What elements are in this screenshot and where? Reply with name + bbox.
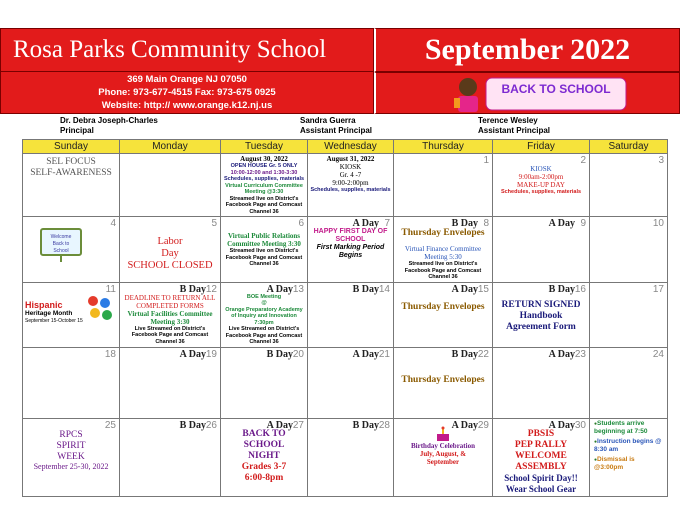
week-row-3 xyxy=(23,282,668,347)
week-row-5 xyxy=(23,418,668,496)
cell-sep-7: A Day 7 HAPPY FIRST DAY OF SCHOOL First Marking Period Begins xyxy=(308,217,394,283)
cell-sep-25: 25 RPCS SPIRIT WEEK September 25-30, 2022 xyxy=(23,418,120,496)
week-row-1 xyxy=(23,154,668,217)
website[interactable]: Website: http:// www.orange.k12.nj.us xyxy=(101,100,273,111)
month-title: September 2022 xyxy=(424,33,631,66)
cell-sep-3: 3 xyxy=(590,154,668,217)
cell-sep-11: 11 Hispanic Heritage Month September 15-October 15 xyxy=(23,282,120,347)
cell-aug-28: SEL FOCUS SELF-AWARENESS xyxy=(23,154,120,217)
cell-sep-2: 2 KIOSK 9:00am-2:00pm MAKE-UP DAY Schedules, supplies, materials xyxy=(493,154,590,217)
address: 369 Main Orange NJ 07050 xyxy=(127,74,247,85)
cell-sep-8: B Day 8 Thursday Envelopes Virtual Finance Committee Meeting 5:30 Streamed live on District's Facebook Page and Comcast Channel 36 xyxy=(394,217,493,283)
cell-sep-27: A Day 27 BACK TO SCHOOL NIGHT Grades 3-7 6:00-8pm xyxy=(221,418,308,496)
cell-aug-30: August 30, 2022 OPEN HOUSE Gr. 5 ONLY 10:00-12:00 and 1:30-3:30 Schedules, supplies, materials Virtual Curriculum Committee Meeting @3:30 Streamed live on District's Facebook Page and Comcast Channel 36 xyxy=(221,154,308,217)
cell-sep-14: B Day 14 xyxy=(308,282,394,347)
principals-row xyxy=(0,114,680,138)
back-to-school-graphic xyxy=(446,74,636,114)
svg-text:Back to: Back to xyxy=(52,241,70,247)
cell-sep-16: B Day 16 RETURN SIGNED Handbook Agreement Form xyxy=(493,282,590,347)
phone-fax: Phone: 973-677-4515 Fax: 973-675 0925 xyxy=(98,87,276,98)
cell-aug-29 xyxy=(120,154,221,217)
calendar-page xyxy=(0,28,680,494)
weekday-wednesday: Wednesday xyxy=(308,140,394,154)
cell-sep-22: B Day 22 Thursday Envelopes xyxy=(394,347,493,418)
school-name: Rosa Parks Community School xyxy=(13,36,327,63)
week-row-2 xyxy=(23,217,668,283)
cell-sep-19: A Day 19 xyxy=(120,347,221,418)
cell-sep-1: 1 xyxy=(394,154,493,217)
back-to-school-text: BACK TO SCHOOL xyxy=(501,82,611,96)
cell-sep-10: 10 xyxy=(590,217,668,283)
cell-sep-5: 5 Labor Day SCHOOL CLOSED xyxy=(120,217,221,283)
cell-sep-13: A Day 13 BOE Meeting @ Orange Preparatory Academy of Inquiry and Innovation 7:30pm Live Streamed on District's Facebook Page and Comcast Channel 36 xyxy=(221,282,308,347)
first-day-banner: HAPPY FIRST DAY OF SCHOOL xyxy=(313,228,388,243)
weekday-sunday: Sunday xyxy=(23,140,120,154)
weekday-thursday: Thursday xyxy=(394,140,493,154)
month-banner xyxy=(374,28,680,72)
week-row-4 xyxy=(23,347,668,418)
weekday-header xyxy=(23,140,668,154)
contact-info xyxy=(0,72,374,114)
cell-sep-30: A Day 30 PBSIS PEP RALLY WELCOME ASSEMBLY School Spirit Day!! Wear School Gear xyxy=(493,418,590,496)
cell-sep-12: B Day 12 DEADLINE TO RETURN ALL COMPLETED FORMS Virtual Facilities Committee Meeting 3:30 Live Streamed on District's Facebook Page and Comcast Channel 36 xyxy=(120,282,221,347)
back-to-school-graphic-area xyxy=(374,72,680,114)
cell-sep-18: 18 xyxy=(23,347,120,418)
birthday-cake-icon xyxy=(435,426,451,442)
dismissal-notes: ● Students arrive beginning at 7:50 ● Instruction begins @ 8:30 am ● Dismissal is @3:00pm xyxy=(592,420,665,472)
cell-sep-26: B Day 26 xyxy=(120,418,221,496)
svg-text:Welcome: Welcome xyxy=(50,234,72,240)
cell-sep-23: A Day 23 xyxy=(493,347,590,418)
cell-sep-21: A Day 21 xyxy=(308,347,394,418)
handprints-icon xyxy=(85,293,115,325)
cell-sep-28: B Day 28 xyxy=(308,418,394,496)
principal: Dr. Debra Joseph-Charles Principal xyxy=(60,116,158,135)
cell-sep-29: A Day 29 Birthday Celebration July, August, & September xyxy=(394,418,493,496)
cell-sep-6: 6 Virtual Public Relations Committee Meeting 3:30 Streamed live on District's Facebook Page and Comcast Channel 36 xyxy=(221,217,308,283)
cell-sep-4: 4 Welcome Back to School xyxy=(23,217,120,283)
cell-sep-17: 17 xyxy=(590,282,668,347)
weekday-friday: Friday xyxy=(493,140,590,154)
assistant-principal-2: Terence Wesley Assistant Principal xyxy=(478,116,551,135)
weekday-saturday: Saturday xyxy=(590,140,668,154)
cell-aug-31: August 31, 2022 KIOSK Gr. 4 -7 9:00-2:00pm Schedules, supplies, materials xyxy=(308,154,394,217)
cell-sep-20: B Day 20 xyxy=(221,347,308,418)
weekday-tuesday: Tuesday xyxy=(221,140,308,154)
cell-sep-24: 24 xyxy=(590,347,668,418)
cell-oct-1 xyxy=(590,418,668,496)
weekday-monday: Monday xyxy=(120,140,221,154)
school-name-banner xyxy=(0,28,374,72)
welcome-back-sign-icon xyxy=(39,227,83,263)
cell-sep-9: A Day 9 xyxy=(493,217,590,283)
svg-text:School: School xyxy=(53,248,69,254)
cell-sep-15: A Day 15 Thursday Envelopes xyxy=(394,282,493,347)
calendar-grid xyxy=(22,139,668,497)
assistant-principal-1: Sandra Guerra Assistant Principal xyxy=(300,116,373,135)
